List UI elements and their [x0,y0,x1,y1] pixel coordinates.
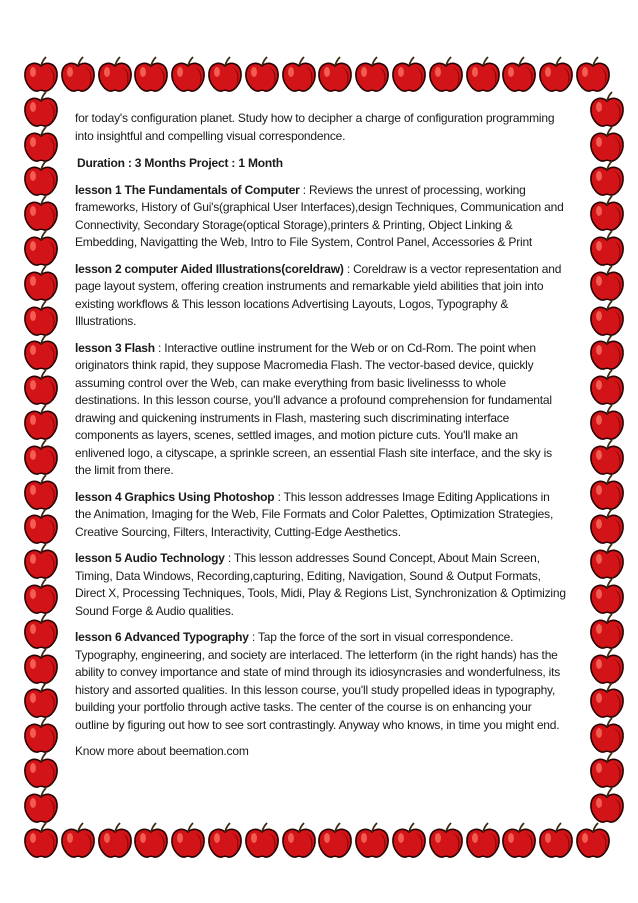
apple-icon [283,823,315,857]
apple-icon [25,509,57,543]
apple-icon [25,475,57,509]
apple-icon [25,335,57,369]
apple-icon [591,475,623,509]
apple-icon [591,231,623,265]
apple-icon [467,823,499,857]
apple-icon [591,788,623,822]
apple-icon [25,579,57,613]
apple-icon [393,823,425,857]
duration-line: Duration : 3 Months Project : 1 Month [77,156,283,170]
lesson-5-text: : This lesson addresses Sound Concept, About Main Screen, Timing, Data Windows, Recording,capturing, Editing, Navigation, Sound & Output Formats, Direct X, Processing Techniques, Tools, Midi, Play & Regions List, Synchronization & Optimizing Sound Forge & Audio qualities. [75,551,566,618]
apple-icon [591,544,623,578]
lesson-3-title: lesson 3 Flash [75,340,155,355]
apple-icon [25,544,57,578]
apple-icon [591,127,623,161]
apple-icon [591,196,623,230]
apple-icon [467,57,499,91]
apple-icon [577,823,609,857]
lesson-2-text: : Coreldraw is a vector representation and page layout system, offering creation instruments and remarkable yield abilities that join into existing workflows & This lesson locations Advertising Layouts, Logos, Typography & Illustrations. [75,261,562,328]
apple-icon [503,57,535,91]
apple-icon [135,57,167,91]
document-body [75,110,567,770]
apple-icon [591,614,623,648]
lesson-5-title: lesson 5 Audio Technology [75,551,225,565]
apple-icon [25,57,57,91]
apple-icon [25,614,57,648]
apple-icon [591,335,623,369]
apple-icon [25,753,57,787]
apple-icon [319,823,351,857]
apple-icon [356,57,388,91]
apple-icon [591,579,623,613]
apple-icon [246,823,278,857]
apple-icon [62,823,94,857]
lesson-5 [75,550,567,620]
footer-link-text: Know more about beemation.com [75,744,249,758]
apple-icon [503,823,535,857]
lesson-2-title: lesson 2 computer Aided Illustrations(coreldraw) [75,261,344,276]
lesson-6-title: lesson 6 Advanced Typography [75,630,249,644]
apple-icon [209,823,241,857]
apple-icon [591,92,623,126]
lesson-3 [75,340,567,480]
apple-icon [393,57,425,91]
apple-icon [99,57,131,91]
apple-icon [591,266,623,300]
apple-icon [62,57,94,91]
apple-icon [591,370,623,404]
apple-icon [591,301,623,335]
apple-icon [99,823,131,857]
apple-icon [25,649,57,683]
apple-icon [591,683,623,717]
apple-icon [246,57,278,91]
apple-icon [25,683,57,717]
apple-icon [591,405,623,439]
lesson-4-text: : This lesson addresses Image Editing Applications in the Animation, Imaging for the Web, File Formats and Color Palettes, Optimization Strategies, Creative Sourcing, Filters, Interactivity, Cutting-Edge Aesthetics. [75,489,554,539]
apple-icon [25,231,57,265]
lesson-1 [75,182,567,252]
apple-icon [172,57,204,91]
lesson-1-text: : Reviews the unrest of processing, working frameworks, History of Gui's(graphical User Interfaces),design Techniques, Communication and Connectivity, Secondary Storage(optical Storage),printers & Printing, Object Linking & Embedding, Navigatting the Web, Intro to File System, Control Panel, Accessories & Print [75,182,564,249]
apple-icon [209,57,241,91]
apple-icon [591,649,623,683]
apple-icon [319,57,351,91]
lesson-6 [75,629,567,734]
apple-icon [172,823,204,857]
apple-icon [25,196,57,230]
lesson-3-text: : Interactive outline instrument for the Web or on Cd-Rom. The point when originators think rapid, they suppose Macromedia Flash. The vector-based device, quickly assuming control over the Web, can make everything from basic livelinesss to whole destinations. In this lesson course, you'll advance a profound comprehension for fundamental drawing and quickening instruments in Flash, mastering such discriminating interface components as layers, scenes, settled images, and motion picture cuts. You'll make an enlivened logo, a cityscape, a sprinkle screen, an essential Flash site interface, and the sky is the limit from there. [75,340,552,477]
lesson-4 [75,489,567,542]
apple-icon [25,266,57,300]
lesson-1-title: lesson 1 The Fundamentals of Computer [75,182,300,197]
apple-icon [577,57,609,91]
apple-icon [25,405,57,439]
apple-icon [591,440,623,474]
apple-icon [25,92,57,126]
apple-icon [25,718,57,752]
apple-icon [25,370,57,404]
apple-icon [430,823,462,857]
apple-icon [25,440,57,474]
lesson-2 [75,261,567,331]
apple-icon [356,823,388,857]
apple-icon [591,718,623,752]
apple-icon [25,823,57,857]
intro-paragraph: for today's configuration planet. Study how to decipher a charge of configuration programming into insightful and compelling visual correspondence. [75,111,555,143]
apple-icon [591,753,623,787]
apple-icon [25,788,57,822]
apple-icon [25,127,57,161]
apple-icon [283,57,315,91]
apple-icon [25,301,57,335]
apple-icon [25,161,57,195]
apple-icon [135,823,167,857]
apple-icon [591,509,623,543]
apple-icon [591,161,623,195]
apple-icon [430,57,462,91]
apple-icon [540,823,572,857]
lesson-4-title: lesson 4 Graphics Using Photoshop [75,489,275,504]
lesson-6-text: : Tap the force of the sort in visual correspondence. Typography, engineering, and society are interlaced. The letterform (in the right hands) has the ability to convey importance and state of mind through its idiosyncrasies and wonderfulness, its history and assorted qualities. In this lesson course, you'll study propelled ideas in typography, building your portfolio through active tasks. The center of the course is on enhancing your outline by figuring out how to see sort contrastingly. Anyway who knows, in time you might end. [75,630,561,732]
apple-icon [540,57,572,91]
